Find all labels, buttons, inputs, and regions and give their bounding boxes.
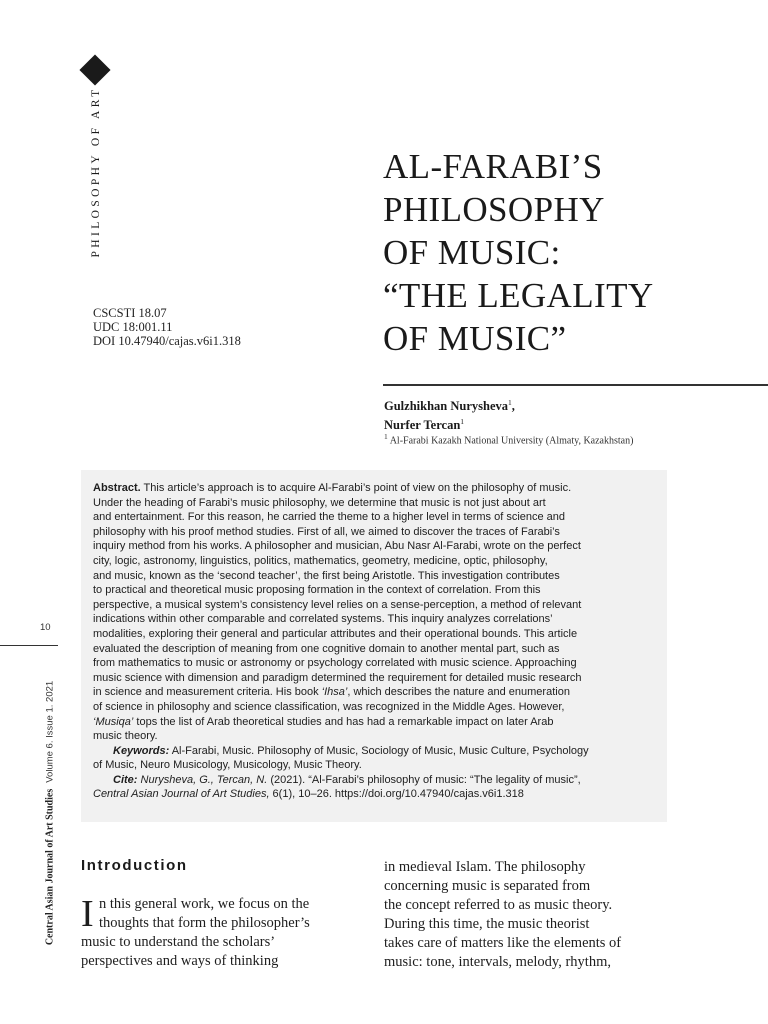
abstract-line: evaluated the description of meaning from one cognitive domain to another mental part, such as [93,642,560,655]
abstract-line: and music, known as the ‘second teacher’, the first being Aristotle. This investigation contributes [93,569,560,582]
abstract-line: and entertainment. For this reason, he carried the theme to a higher level in terms of science and [93,511,566,524]
body-line: thoughts that form the philosopher’s [99,915,310,931]
title-line: AL-FARABI’S [383,147,603,186]
cite-label: Cite: [113,773,138,786]
author-affiliation-marker: 1 [508,398,512,407]
drop-cap: I [81,893,94,935]
abstract-line: philosophy with his proof method studies. First of all, we aimed to discover the traces of Farabi’s [93,525,560,538]
abstract-line: music theory. [93,730,158,743]
affiliation [384,432,633,446]
author-name: Gulzhikhan Nurysheva [384,399,508,414]
title-line: PHILOSOPHY [383,190,605,229]
title-line: “THE LEGALITY [383,276,654,315]
article-identifiers [93,306,241,348]
author [384,395,515,414]
margin-divider [0,645,58,646]
citation: Cite: Nurysheva, G., Tercan, N. (2021). “Al-Farabi’s philosophy of music: “The legality of music”, [113,773,581,786]
abstract-line: perspective, a musical system’s consistency level relies on a sense-perception, a method of relevant [93,598,582,611]
title-line: OF MUSIC” [383,319,567,358]
cite-journal: Central Asian Journal of Art Studies, [93,788,270,801]
abstract-line: to practical and theoretical music proposing formation in the context of correlation. From this [93,584,541,597]
book-title-ihsa: ‘Ihsa’ [321,686,348,699]
body-line: music to understand the scholars’ [81,934,276,950]
cite-doi[interactable]: 6(1), 10–26. https://doi.org/10.47940/cajas.v6i1.318 [269,788,524,801]
body-line: takes care of matters like the elements of [384,935,622,951]
body-line: concerning music is separated from [384,878,591,894]
abstract-text [93,481,659,802]
journal-running-head [45,681,56,945]
article-title [383,145,753,360]
book-title-musiqa: ‘Musiqa’ [93,715,134,728]
abstract-line: Abstract. This article’s approach is to acquire Al-Farabi’s point of view on the philosophy of music. [93,482,572,494]
journal-title: Central Asian Journal of Art Studies [44,788,56,946]
abstract-line: city, logic, astronomy, linguistics, politics, mathematics, geometry, medicine, optic, philosophy, [93,554,548,567]
keywords-label: Keywords: [113,744,170,757]
body-column-right [384,858,684,972]
author-separator: , [511,399,515,414]
body-column-left [81,895,341,971]
body-line: music: tone, intervals, melody, rhythm, [384,954,611,970]
abstract-line: in science and measurement criteria. His book ‘Ihsa’, which describes the nature and enumeration [93,686,570,699]
journal-issue: Volume 6. Issue 1. 2021 [44,680,56,783]
author-list [384,395,515,433]
abstract-line: Under the heading of Farabi’s music philosophy, we determine that music is not just about art [93,496,546,509]
cscsti-code: CSCSTI 18.07 [93,306,167,320]
udc-code: UDC 18:001.11 [93,320,173,334]
abstract-line: music science with dimension and paradigm determined the requirement for detailed music research [93,671,582,684]
keywords: Keywords: Al-Farabi, Music. Philosophy of Music, Sociology of Music, Music Culture, Psychology [113,744,589,757]
title-line: OF MUSIC: [383,233,561,272]
abstract-line: of science in philosophy and science classification, was recognized in the Middle Ages. However, [93,700,565,713]
abstract-line: inquiry method from his works. A philosopher and musician, Abu Nasr Al-Farabi, wrote on the perfect [93,540,581,553]
section-label: PHILOSOPHY OF ART [90,86,102,258]
affiliation-text: Al-Farabi Kazakh National University (Almaty, Kazakhstan) [389,435,634,447]
abstract-label: Abstract. [93,482,141,494]
author-affiliation-marker: 1 [460,417,465,427]
author-name: Nurfer Tercan [384,418,461,433]
author [384,414,515,433]
citation-continued [93,787,659,802]
body-line: in medieval Islam. The philosophy [384,859,586,875]
section-heading: Introduction [81,857,188,874]
abstract-line: ‘Musiqa’ tops the list of Arab theoretical studies and has had a remarkable impact on later Arab [93,715,554,728]
body-line: perspectives and ways of thinking [81,953,279,969]
abstract-line: modalities, exploring their general and particular attributes and their operational bounds. This article [93,627,578,640]
title-divider [383,384,768,386]
body-line: the concept referred to as music theory. [384,897,613,913]
abstract-line: from mathematics to music or astronomy or psychology correlated with music science. Approaching [93,657,577,670]
diamond-icon [79,54,110,85]
abstract-line: indications within other comparable and correlated systems. This inquiry analyzes correlations’ [93,613,553,626]
page-number: 10 [40,622,51,633]
body-line: During this time, the music theorist [384,916,590,932]
affiliation-marker: 1 [384,432,388,441]
doi[interactable]: DOI 10.47940/cajas.v6i1.318 [93,334,241,348]
body-line: n this general work, we focus on the [99,896,310,912]
abstract-box [81,470,667,822]
keywords-continued: of Music, Neuro Musicology, Musicology, Music Theory. [93,759,362,772]
